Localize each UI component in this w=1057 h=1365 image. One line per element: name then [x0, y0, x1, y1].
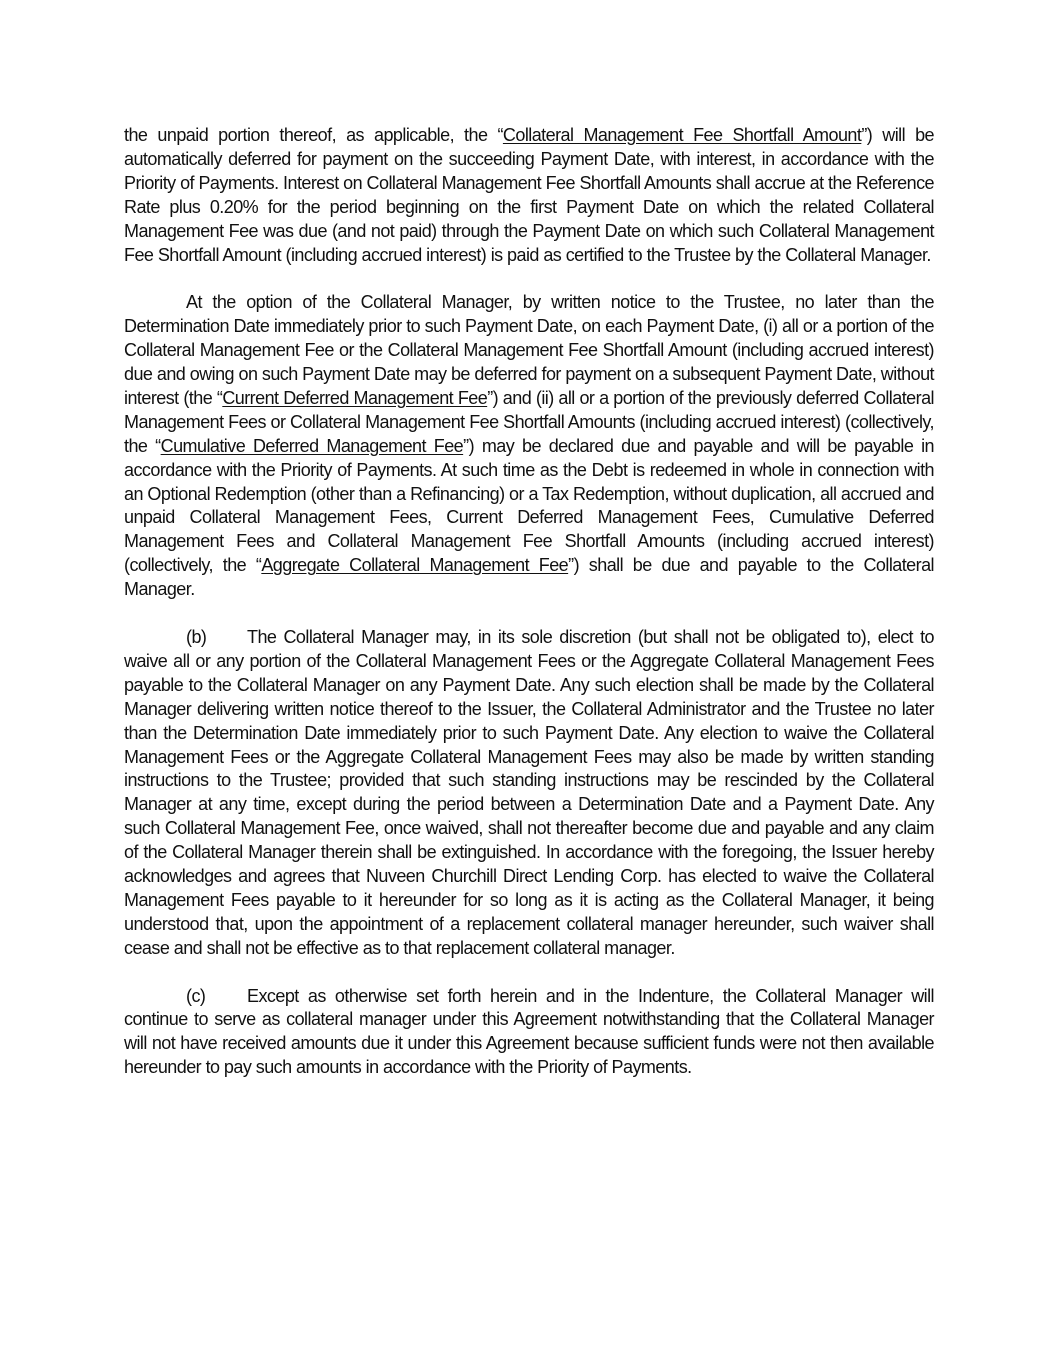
section-label-c: (c) [186, 985, 206, 1006]
defined-term-aggregate-collateral-management-fee: Aggregate Collateral Management Fee [261, 555, 569, 576]
text-segment: ”) will be automatically deferred for payment on the succeeding Payment Date, with interest, in accordance with the Priority of Payments. Interest on Collateral Management Fee Shortfall Amounts shall accrue at the Reference Rate plus 0.20% for the period beginning on the first Payment Date on which the related Collateral Management Fee was due (and not paid) through the Payment Date on which such Collateral Management Fee Shortfall Amount (including accrued interest) is paid as certified to the Trustee by the Collateral Manager. [124, 125, 934, 265]
paragraph-deferral-option [124, 291, 934, 602]
paragraph-c-continued-service [124, 985, 934, 1081]
paragraph-b-fee-waiver [124, 626, 934, 961]
defined-term-collateral-management-fee-shortfall-amount: Collateral Management Fee Shortfall Amount [502, 125, 862, 145]
defined-term-cumulative-deferred-management-fee: Cumulative Deferred Management Fee [160, 435, 464, 456]
text-segment: At the option of the Collateral Manager, by written notice to the Trustee, no later than the Determination Date immediately prior to such Payment Date, on each Payment Date, (i) all or a portion of the Collateral Management Fee or the Collateral Management Fee Shortfall Amount (including accrued interest) due and owing on such Payment Date may be deferred for payment on a subsequent Payment Date, without interest (the “ [124, 292, 934, 408]
text-segment: ”) shall be due and payable to the Collateral Manager. [124, 555, 934, 600]
defined-term-current-deferred-management-fee: Current Deferred Management Fee [222, 387, 488, 408]
text-segment: ”) may be declared due and payable and will be payable in accordance with the Priority of Payments. At such time as the Debt is redeemed in whole in connection with an Optional Redemption (other than a Refinancing) or a Tax Redemption, without duplication, all accrued and unpaid Collateral Management Fees, Current Deferred Management Fees, Cumulative Deferred Management Fees and Collateral Management Fee Shortfall Amounts (including accrued interest) (collectively, the “ [124, 435, 934, 576]
text-segment: The Collateral Manager may, in its sole discretion (but shall not be obligated to), elect to waive all or any portion of the Collateral Management Fees or the Aggregate Collateral Management Fees payable to the Collateral Manager on any Payment Date. Any such election shall be made by the Collateral Manager delivering written notice thereof to the Issuer, the Collateral Administrator and the Trustee no later than the Determination Date immediately prior to such Payment Date. Any election to waive the Collateral Management Fees or the Aggregate Collateral Management Fees may also be made by written standing instructions to the Trustee; provided that such standing instructions may be rescinded by the Collateral Manager at any time, except during the period between a Determination Date and a Payment Date. Any such Collateral Management Fee, once waived, shall not thereafter become due and payable and any claim of the Collateral Manager therein shall be extinguished. In accordance with the foregoing, the Issuer hereby acknowledges and agrees that Nuveen Churchill Direct Lending Corp. has elected to waive the Collateral Management Fees payable to it hereunder for so long as it is acting as the Collateral Manager, it being understood that, upon the appointment of a replacement collateral manager hereunder, such waiver shall cease and shall not be effective as to that replacement collateral manager. [124, 627, 934, 958]
document-page [124, 124, 934, 1104]
paragraph-shortfall-amount [124, 124, 934, 267]
section-label-b: (b) [186, 627, 207, 647]
text-segment: Except as otherwise set forth herein and in the Indenture, the Collateral Manager will continue to serve as collateral manager under this Agreement notwithstanding that the Collateral Manager will not have received amounts due it under this Agreement because sufficient funds were not then available hereunder to pay such amounts in accordance with the Priority of Payments. [124, 985, 934, 1078]
text-segment: ”) and (ii) all or a portion of the previously deferred Collateral Management Fees or Collateral Management Fee Shortfall Amounts (including accrued interest) (collectively, the “ [124, 387, 934, 456]
text-segment: the unpaid portion thereof, as applicable, the “ [124, 125, 503, 145]
